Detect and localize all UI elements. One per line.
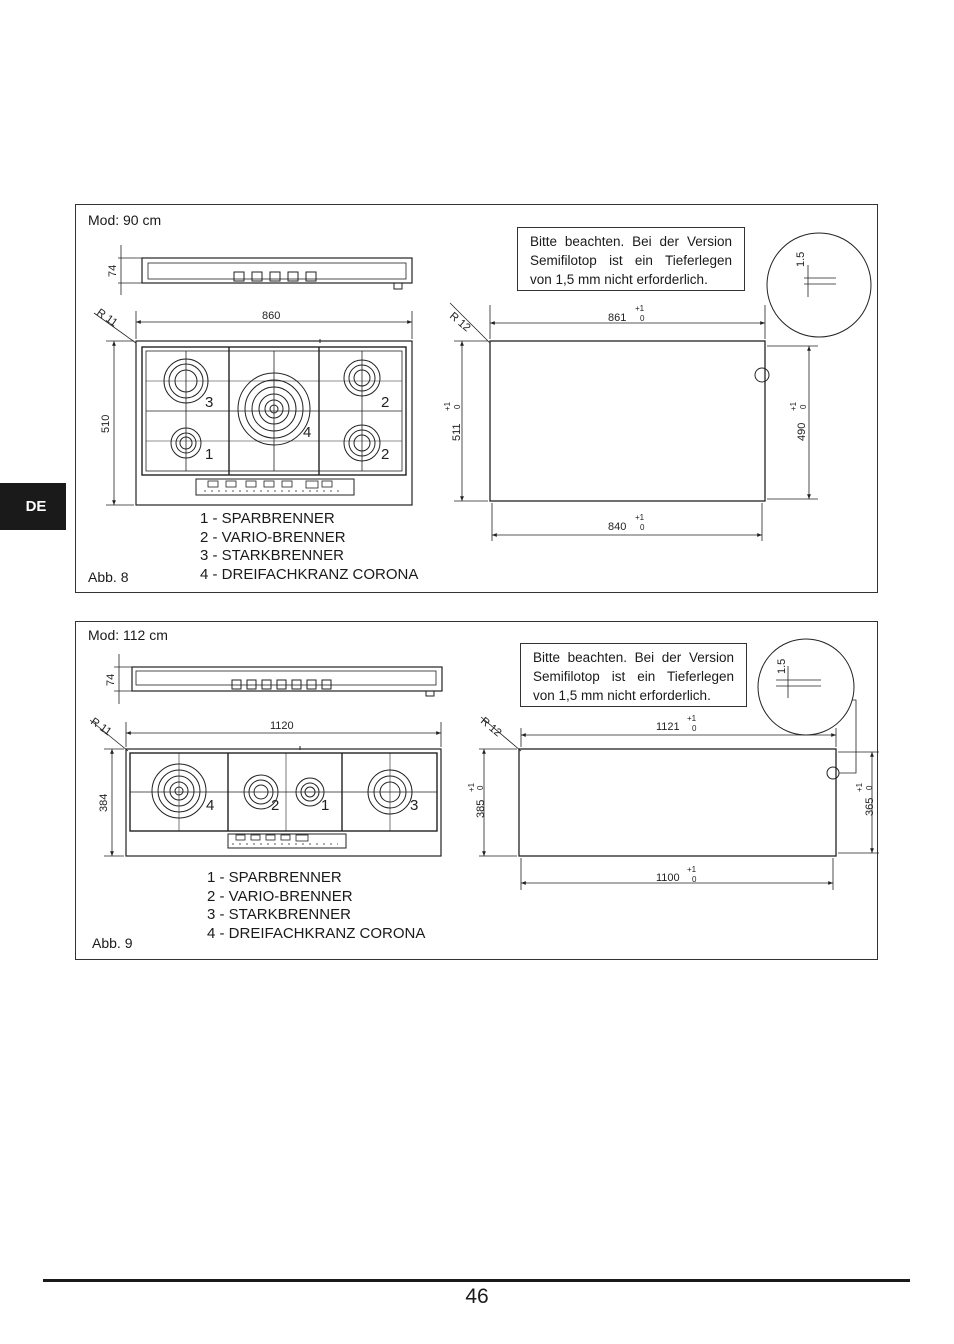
cutout-outline	[450, 303, 818, 541]
legend-item: 4 - DREIFACHKRANZ CORONA	[200, 565, 419, 583]
tol-plus: +1	[687, 714, 697, 723]
hob-side-view	[118, 245, 412, 295]
note-line: von 1,5 mm nicht erforderlich.	[530, 272, 708, 287]
dim-radius-cut: R 12	[478, 715, 504, 740]
tol-plus: +1	[467, 782, 476, 792]
burner-legend	[200, 510, 418, 584]
drawing-112cm	[76, 622, 879, 961]
dim-width-hob: 1120	[270, 720, 294, 732]
burner-number: 4	[206, 797, 215, 814]
legend-item: 2 - VARIO-BRENNER	[207, 887, 353, 905]
dim-radius-hob: R 11	[94, 306, 120, 330]
burner-legend	[207, 869, 425, 943]
burner-number: 3	[205, 394, 214, 411]
dim-height: 74	[105, 673, 117, 686]
tol-plus: +1	[687, 865, 697, 874]
note-box	[517, 227, 745, 291]
burner-number: 1	[321, 797, 330, 814]
language-tab: DE	[0, 483, 66, 530]
dim-width-cut-top: 1121	[656, 721, 680, 733]
dim-depth-hob: 384	[98, 793, 110, 812]
dim-depth-cut-right: 365	[864, 797, 876, 816]
hob-top-view	[126, 746, 441, 856]
model-label: Mod: 90 cm	[88, 212, 162, 228]
tol-zero: 0	[453, 404, 462, 409]
dim-depth-cut-right: 490	[796, 422, 808, 441]
dim-recess: 1.5	[795, 251, 807, 267]
legend-item: 3 - STARKBRENNER	[200, 547, 344, 565]
tol-zero: 0	[640, 314, 645, 323]
figure-112cm	[75, 621, 878, 960]
note-line: Semifilotop ist ein Tieferlegen	[530, 253, 732, 268]
figure-caption: Abb. 8	[88, 569, 129, 585]
burner-number: 2	[381, 446, 390, 463]
hob-side-view	[114, 654, 442, 704]
legend-item: 4 - DREIFACHKRANZ CORONA	[207, 924, 426, 942]
dim-width-cut-top: 861	[608, 312, 627, 324]
burner-number: 2	[381, 394, 390, 411]
dim-width-cut-bottom: 1100	[656, 872, 680, 884]
tol-plus: +1	[789, 401, 798, 411]
dim-radius-hob: R 11	[88, 715, 114, 739]
hob-top-view	[136, 339, 412, 505]
burner-number: 3	[410, 797, 419, 814]
model-label: Mod: 112 cm	[88, 627, 168, 643]
dim-depth-cut-left: 385	[475, 799, 487, 818]
detail-magnifier	[767, 233, 871, 339]
burner-number: 2	[271, 797, 280, 814]
footer-rule	[43, 1279, 910, 1282]
dim-radius-cut: R 12	[447, 310, 473, 335]
tol-plus: +1	[635, 304, 645, 313]
tol-zero: 0	[865, 785, 874, 790]
dim-width-hob: 860	[262, 310, 281, 322]
dim-height: 74	[107, 264, 119, 277]
tol-zero: 0	[640, 523, 645, 532]
burner-number: 4	[303, 424, 312, 441]
legend-item: 1 - SPARBRENNER	[200, 510, 335, 527]
tol-zero: 0	[692, 875, 697, 884]
note-line: Bitte beachten. Bei der Version	[530, 234, 732, 249]
figure-caption: Abb. 9	[92, 935, 133, 951]
drawing-90cm	[76, 205, 879, 594]
note-line: Bitte beachten. Bei der Version	[533, 650, 734, 665]
page-number: 46	[465, 1285, 489, 1308]
dim-recess: 1.5	[776, 658, 788, 674]
note-line: Semifilotop ist ein Tieferlegen	[533, 669, 734, 684]
tol-zero: 0	[692, 724, 697, 733]
burner-number: 1	[205, 446, 214, 463]
tol-plus: +1	[855, 782, 864, 792]
legend-item: 1 - SPARBRENNER	[207, 869, 342, 886]
dim-depth-cut-left: 511	[451, 423, 463, 441]
tol-zero: 0	[799, 404, 808, 409]
tol-plus: +1	[635, 513, 645, 522]
dim-depth-hob: 510	[100, 414, 112, 433]
dim-width-cut-bottom: 840	[608, 521, 627, 533]
tol-plus: +1	[443, 401, 452, 411]
legend-item: 2 - VARIO-BRENNER	[200, 528, 346, 546]
figure-90cm	[75, 204, 878, 593]
note-box	[520, 643, 747, 707]
tol-zero: 0	[476, 785, 485, 790]
detail-magnifier	[758, 639, 856, 737]
legend-item: 3 - STARKBRENNER	[207, 906, 351, 924]
note-line: von 1,5 mm nicht erforderlich.	[533, 688, 711, 703]
